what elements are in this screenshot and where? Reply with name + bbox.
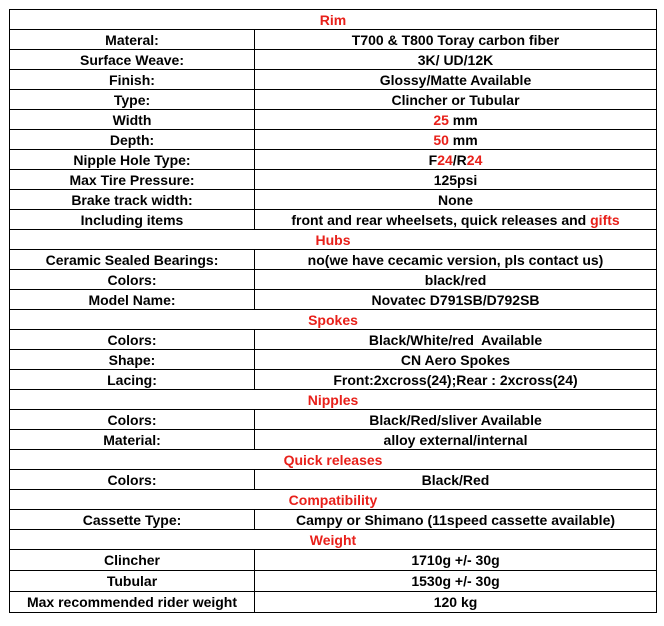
spec-row-width <box>10 110 657 130</box>
spec-label: Colors: <box>10 270 255 290</box>
section-row-hubs <box>10 230 657 250</box>
spec-label: Finish: <box>10 70 255 90</box>
spec-row-lacing <box>10 370 657 390</box>
spec-label: Depth: <box>10 130 255 150</box>
spec-value: Front:2xcross(24);Rear : 2xcross(24) <box>255 370 657 390</box>
width-unit: mm <box>448 111 478 128</box>
section-row-weight <box>10 530 657 550</box>
spec-value: Clincher or Tubular <box>255 90 657 110</box>
spec-row-nipple-colors <box>10 410 657 430</box>
spec-value: no(we have cecamic version, pls contact us) <box>255 250 657 270</box>
nipple-rear-count: 24 <box>466 151 483 168</box>
spec-value: 1710g +/- 30g <box>255 550 657 571</box>
spec-value: alloy external/internal <box>255 430 657 450</box>
spec-value: None <box>255 190 657 210</box>
spec-value: T700 & T800 Toray carbon fiber <box>255 30 657 50</box>
spec-value: Black/White/red Available <box>255 330 657 350</box>
spec-value: 3K/ UD/12K <box>255 50 657 70</box>
spec-value: CN Aero Spokes <box>255 350 657 370</box>
section-title-hubs: Hubs <box>10 230 657 250</box>
spec-row-clincher-weight <box>10 550 657 571</box>
spec-row-surface-weave <box>10 50 657 70</box>
spec-label: Colors: <box>10 470 255 490</box>
section-title-rim: Rim <box>10 10 657 30</box>
spec-label: Brake track width: <box>10 190 255 210</box>
spec-row-material <box>10 30 657 50</box>
including-items-highlight: gifts <box>590 211 620 228</box>
section-row-rim <box>10 10 657 30</box>
spec-label: Nipple Hole Type: <box>10 150 255 170</box>
spec-value: Glossy/Matte Available <box>255 70 657 90</box>
spec-label: Including items <box>10 210 255 230</box>
depth-number: 50 <box>433 131 449 148</box>
spec-label: Max recommended rider weight <box>10 592 255 613</box>
spec-label: Model Name: <box>10 290 255 310</box>
spec-row-spoke-colors <box>10 330 657 350</box>
nipple-front-count: 24 <box>437 151 453 168</box>
spec-value: Black/Red <box>255 470 657 490</box>
spec-value <box>255 210 657 230</box>
spec-label: Max Tire Pressure: <box>10 170 255 190</box>
spec-row-spoke-shape <box>10 350 657 370</box>
nipple-separator: /R <box>452 151 467 168</box>
spec-row-type <box>10 90 657 110</box>
spec-row-including-items <box>10 210 657 230</box>
spec-label: Tubular <box>10 571 255 592</box>
including-items-text: front and rear wheelsets, quick releases and <box>291 211 591 228</box>
spec-label: Materal: <box>10 30 255 50</box>
section-row-spokes <box>10 310 657 330</box>
spec-row-model-name <box>10 290 657 310</box>
spec-label: Type: <box>10 90 255 110</box>
spec-row-max-rider-weight <box>10 592 657 613</box>
spec-value: 1530g +/- 30g <box>255 571 657 592</box>
nipple-front-prefix: F <box>428 151 438 168</box>
spec-value: 120 kg <box>255 592 657 613</box>
depth-unit: mm <box>448 131 478 148</box>
spec-value: Novatec D791SB/D792SB <box>255 290 657 310</box>
spec-row-max-tire-pressure <box>10 170 657 190</box>
spec-row-nipple-hole <box>10 150 657 170</box>
spec-label: Material: <box>10 430 255 450</box>
spec-row-qr-colors <box>10 470 657 490</box>
spec-label: Cassette Type: <box>10 510 255 530</box>
section-title-weight: Weight <box>10 530 657 550</box>
spec-row-finish <box>10 70 657 90</box>
spec-label: Lacing: <box>10 370 255 390</box>
section-title-compatibility: Compatibility <box>10 490 657 510</box>
spec-row-bearings <box>10 250 657 270</box>
spec-table <box>9 9 657 613</box>
section-row-nipples <box>10 390 657 410</box>
section-title-spokes: Spokes <box>10 310 657 330</box>
section-title-quick-releases: Quick releases <box>10 450 657 470</box>
section-row-compatibility <box>10 490 657 510</box>
spec-label: Clincher <box>10 550 255 571</box>
spec-value <box>255 130 657 150</box>
section-title-nipples: Nipples <box>10 390 657 410</box>
spec-value: 125psi <box>255 170 657 190</box>
spec-row-hub-colors <box>10 270 657 290</box>
spec-label: Surface Weave: <box>10 50 255 70</box>
spec-value: Black/Red/sliver Available <box>255 410 657 430</box>
spec-value: Campy or Shimano (11speed cassette available) <box>255 510 657 530</box>
section-row-quick-releases <box>10 450 657 470</box>
spec-value <box>255 150 657 170</box>
spec-label: Ceramic Sealed Bearings: <box>10 250 255 270</box>
spec-value: black/red <box>255 270 657 290</box>
spec-row-cassette <box>10 510 657 530</box>
spec-row-depth <box>10 130 657 150</box>
spec-label: Width <box>10 110 255 130</box>
spec-label: Colors: <box>10 330 255 350</box>
spec-row-tubular-weight <box>10 571 657 592</box>
spec-row-nipple-material <box>10 430 657 450</box>
width-number: 25 <box>433 111 449 128</box>
spec-label: Colors: <box>10 410 255 430</box>
spec-label: Shape: <box>10 350 255 370</box>
spec-value <box>255 110 657 130</box>
spec-row-brake-track <box>10 190 657 210</box>
